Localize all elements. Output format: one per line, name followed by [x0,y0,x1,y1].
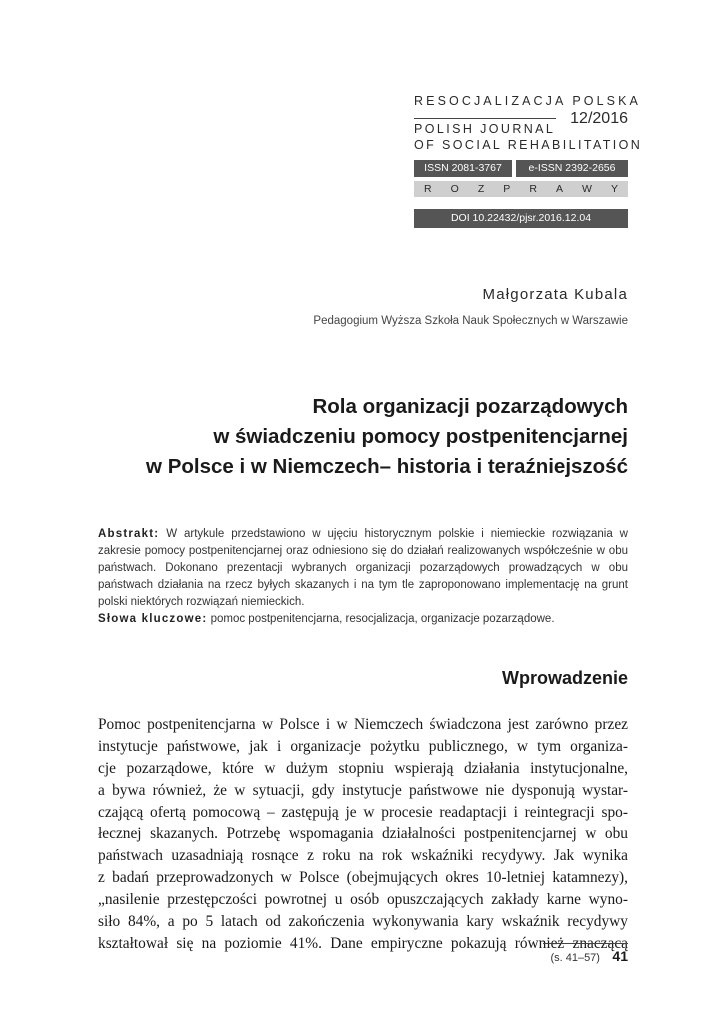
journal-name-polish: RESOCJALIZACJA POLSKA [414,94,641,108]
body-line: czającą ofertą pomocową – zastępują je w procesie readaptacji i reintegracji spo- [98,803,628,821]
journal-header [414,94,643,228]
keywords-label: Słowa kluczowe: [98,613,208,625]
body-line: siło 84%, a po 5 latach od zakończenia wykonywania kary wskaźnik recydywy [98,913,628,931]
body-line: łecznej skazanych. Potrzebę wspomagania działalności postpenitencjarnej w obu [98,825,628,843]
body-line: cje pozarządowe, które w dużym stopniu wspierają działania instytucjonalne, [98,759,628,777]
body-line: a bywa również, że w sytuacji, gdy instytucje państwowe nie dysponują wystar- [98,781,628,799]
body-line: Pomoc postpenitencjarna w Polsce i w Niemczech świadczona jest zarówno przez [98,716,628,733]
page-number: 41 [612,948,628,964]
body-line: kształtował się na poziomie 41%. Dane empiryczne pokazują również znaczącą [98,934,628,952]
category-letter: P [503,183,511,195]
body-line: państwach uzasadniają rosnące z roku na rok wskaźniki recydywy. Jak wynika [98,847,628,865]
section-heading: Wprowadzenie [501,668,628,688]
article-title [88,392,628,482]
eissn-badge: e-ISSN 2392-2656 [516,160,628,177]
journal-issue: 12/2016 [570,110,628,127]
keywords-paragraph [98,611,628,628]
category-letter: A [555,183,563,195]
category-letter: R [529,183,537,195]
body-line: z badań przeprowadzonych w Polsce (obejmujących okres 10-letniej katamnezy), [98,869,628,887]
category-letter: R [424,183,432,195]
journal-name-english-line1: POLISH JOURNAL [414,122,556,136]
footer-rule [543,943,628,944]
body-text [98,714,628,955]
issn-badge: ISSN 2081-3767 [414,160,512,177]
abstract [98,526,628,628]
issn-row [414,160,628,177]
body-line: instytucje państwowe, jak i organizacje pożytku publicznego, w tym organiza- [98,737,628,755]
abstract-text: W artykule przedstawiono w ujęciu historycznym polskie i niemieckie rozwiązania w zakresie pomocy postpenitencjarnej oraz odniesiono się do działań realizowanych współcześnie w obu państwach. Dokonano prezentacji wybranych organizacji pozarządowych prowadzących w obu państwach działania na rzecz byłych skazanych i na tym tle zaproponowano implementację na grunt polski niektórych rozwiązań niemieckich. [98,528,628,608]
keywords-text: pomoc postpenitencjarna, resocjalizacja, organizacje pozarządowe. [210,613,555,625]
title-line: Rola organizacji pozarządowych [312,395,628,418]
author-name: Małgorzata Kubala [482,286,628,303]
doi-badge: DOI 10.22432/pjsr.2016.12.04 [414,209,628,228]
category-letter: O [450,183,459,195]
body-line: „nasilenie przestępczości powrotnej u osób opuszczających zakłady karne wyno- [98,891,628,909]
page-footer [550,948,628,966]
journal-header-rule [414,118,556,119]
page-range: (s. 41–57) [550,952,600,964]
category-bar [414,181,628,197]
category-letter: W [582,183,592,195]
title-line: w świadczeniu pomocy postpenitencjarnej [213,425,628,448]
journal-header-row [414,110,628,136]
category-letter: Y [610,183,618,195]
journal-name-english-line2: OF SOCIAL REHABILITATION [414,138,643,152]
category-letter: Z [477,183,485,195]
title-line: w Polsce i w Niemczech– historia i teraźniejszość [146,455,628,478]
author-affiliation: Pedagogium Wyższa Szkoła Nauk Społecznych w Warszawie [313,315,628,327]
abstract-paragraph [98,526,628,611]
abstract-label: Abstrakt: [98,528,160,540]
